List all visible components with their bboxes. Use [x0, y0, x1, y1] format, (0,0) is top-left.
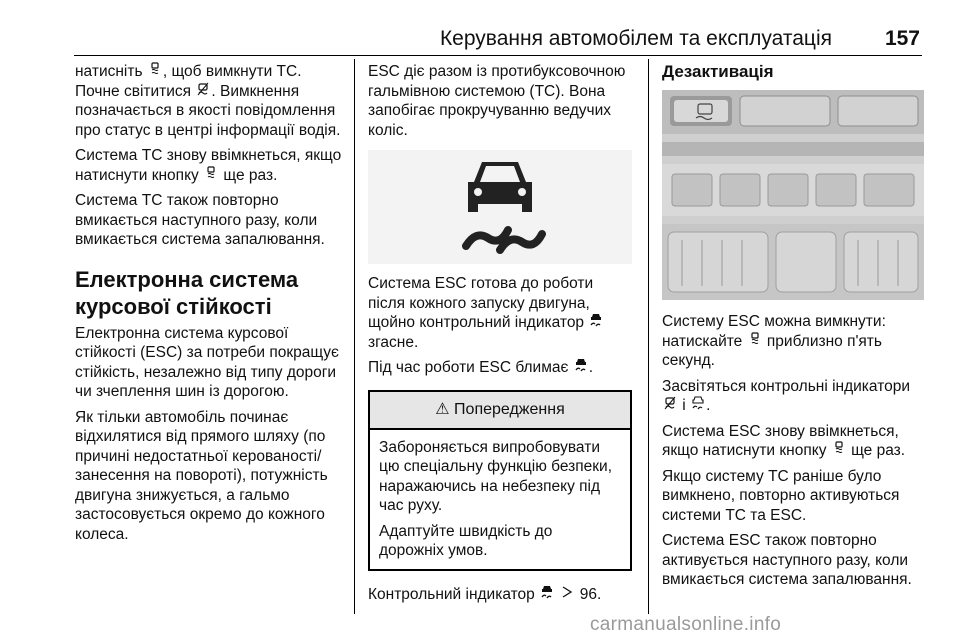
warning-triangle-icon: ⚠: [435, 400, 450, 418]
esc-off-button-icon: [749, 332, 761, 346]
esc-off-button-icon: [205, 166, 217, 180]
paragraph-esc-on-again: Система ESC знову ввімкнеться, якщо натиснути кнопку ще раз.: [662, 422, 906, 459]
esc-off-button-icon: [833, 441, 845, 455]
warning-text-1: Забороняється випробовувати цю спеціальну функцію безпеки, наражаючись на небезпеку під час руху.: [379, 438, 613, 514]
page-header: [0, 0, 960, 54]
paragraph-esc-ignition: Система ESC також повторно активується наступного разу, коли вмикається система запалювання.: [662, 532, 912, 588]
watermark-text: carmanualsonline.info: [590, 614, 782, 635]
section-heading-esc: Електронна система курсової стійкості: [75, 266, 299, 319]
tc-off-indicator-icon: [197, 82, 209, 96]
paragraph-esc-flashes: Під час роботи ESC блимає .: [368, 359, 594, 376]
section-heading-deactivation: Дезактивація: [662, 62, 774, 81]
column-3: [662, 62, 924, 596]
esc-off-button-icon: [149, 62, 161, 76]
tc-off-indicator-icon: [664, 396, 676, 410]
esc-off-indicator-icon: [692, 396, 704, 410]
paragraph-tc-reactivation: Система TC також повторно вмикається наступного разу, коли вмикається система запалювання.: [75, 192, 325, 248]
column-1: [75, 62, 347, 550]
esc-skid-indicator-icon: [590, 313, 602, 327]
warning-text-2: Адаптуйте швидкість до дорожніх умов.: [379, 522, 553, 559]
paragraph-indicator-reference: Контрольний індикатор 96.: [368, 585, 602, 603]
paragraph-tc-on-again: Система TC знову ввімкнеться, якщо натиснути кнопку ще раз.: [75, 147, 342, 184]
paragraph-indicators-light: Засвітяться контрольні індикатори і .: [662, 377, 911, 414]
page-reference-arrow-icon[interactable]: [561, 585, 573, 599]
header-rule: [74, 55, 922, 56]
column-divider-1: [354, 59, 355, 614]
page-number: 157: [884, 27, 920, 50]
paragraph-tc-off: натисніть , щоб вимкнути TC. Почне світитися . Вимкнення позначається в якості повідомлення про статус в центрі інформації водія.: [75, 63, 341, 139]
column-divider-2: [648, 59, 649, 614]
paragraph-esc-deactivate: Систему ESC можна вимкнути: натискайте приблизно п'ять секунд.: [662, 313, 886, 369]
running-title: Керування автомобілем та експлуатація: [439, 27, 832, 50]
paragraph-esc-operation: Як тільки автомобіль починає відхилятися від прямого шляху (по причині недостатньої керованості/ занесення на повороті), потужність двигуна знижується, а гальмо застосовується окремо до кожного колеса.: [75, 408, 328, 543]
warning-title: Попередження: [454, 400, 565, 418]
esc-skid-indicator-icon: [575, 358, 587, 372]
esc-skid-indicator-icon: [541, 585, 553, 599]
column-2: [368, 62, 632, 610]
esc-skid-indicator-icon: [450, 154, 550, 258]
paragraph-esc-intro: Електронна система курсової стійкості (ESC) за потреби покращує стійкість, незалежно від типу дороги чи зчеплення шин із дорогою.: [75, 324, 339, 400]
warning-box: [368, 390, 632, 571]
paragraph-esc-ready: Система ESC готова до роботи після кожного запуску двигуна, щойно контрольний індикатор згасне.: [368, 274, 632, 352]
esc-indicator-illustration: [368, 150, 632, 264]
paragraph-tc-esc-reactivated: Якщо систему TC раніше було вимкнено, повторно активуються системи TC та ESC.: [662, 467, 900, 524]
warning-header: [370, 392, 630, 430]
esc-off-button-photo: [662, 90, 924, 300]
warning-body: [370, 430, 630, 569]
paragraph-esc-with-tc: ESC діє разом із протибуксовочною гальмівною системою (TC). Вона запобігає прокручуванню ведучих коліс.: [368, 63, 626, 139]
